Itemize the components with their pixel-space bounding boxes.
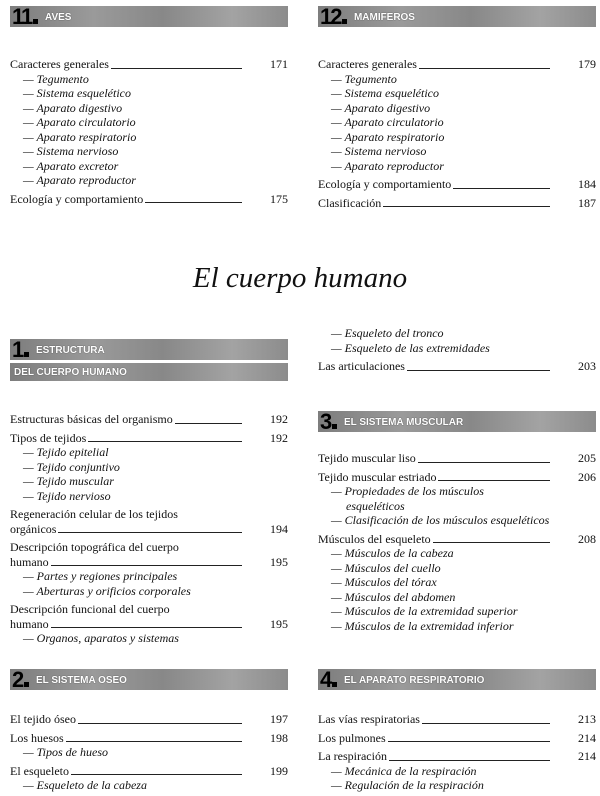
section-title: MAMIFEROS xyxy=(354,10,416,23)
subentry[interactable]: — Aparato digestivo xyxy=(23,100,123,115)
leader-line xyxy=(388,741,550,742)
leader-line xyxy=(383,206,550,207)
entry-title: Los pulmones xyxy=(318,730,386,745)
subentry[interactable]: — Tejido nervioso xyxy=(23,488,111,503)
subentry[interactable]: — Músculos del cuello xyxy=(331,560,441,575)
section-number: 12 xyxy=(318,6,347,27)
toc-entry[interactable] xyxy=(10,522,288,537)
leader-line xyxy=(389,760,550,761)
page-number: 184 xyxy=(578,177,596,191)
page-number: 192 xyxy=(270,430,288,445)
page-number: 195 xyxy=(270,616,288,631)
toc-entry[interactable] xyxy=(10,617,288,632)
subentry[interactable]: — Sistema nervioso xyxy=(331,144,427,158)
toc-entry[interactable] xyxy=(318,196,596,211)
section-header xyxy=(318,669,596,690)
subentry[interactable]: — Partes y regiones principales xyxy=(23,569,178,583)
subentry[interactable]: — Aparato digestivo xyxy=(331,100,431,115)
subentry[interactable]: — Regulación de la respiración xyxy=(331,778,484,792)
leader-line xyxy=(66,741,242,742)
toc-entry[interactable] xyxy=(10,192,288,207)
toc-entry[interactable] xyxy=(318,57,596,72)
subentry-continued: esqueléticos xyxy=(346,498,405,513)
subentry[interactable]: — Músculos de la extremidad inferior xyxy=(331,618,514,633)
page-number: 192 xyxy=(270,412,288,426)
toc-entry[interactable] xyxy=(10,412,288,427)
entry-title: Tipos de tejidos xyxy=(10,430,87,445)
subentry[interactable]: — Tipos de hueso xyxy=(23,745,109,759)
subentry[interactable]: — Tejido conjuntivo xyxy=(23,459,120,474)
subentry[interactable]: — Mecánica de la respiración xyxy=(331,763,477,778)
section-title: ESTRUCTURA xyxy=(36,343,105,356)
toc-entry[interactable] xyxy=(10,57,288,72)
subentry[interactable]: — Aparato respiratorio xyxy=(23,129,137,144)
toc-entry[interactable] xyxy=(318,177,596,192)
entry-title: Tejido muscular liso xyxy=(318,451,416,465)
page-number: 194 xyxy=(270,521,288,536)
page-number: 175 xyxy=(270,191,288,206)
section-title: AVES xyxy=(45,10,72,23)
page-number: 205 xyxy=(578,451,596,465)
subentry[interactable]: — Esqueleto de las extremidades xyxy=(331,340,490,355)
entry-title: El esqueleto xyxy=(10,763,69,778)
subentry[interactable]: — Músculos del tórax xyxy=(331,575,437,589)
entry-title-line[interactable]: Descripción topográfica del cuerpo xyxy=(10,540,179,554)
page-number: 187 xyxy=(578,195,596,210)
section-title: EL SISTEMA MUSCULAR xyxy=(344,415,464,428)
entry-title: Caracteres generales xyxy=(10,57,109,71)
section-mamiferos xyxy=(318,6,596,210)
section-header xyxy=(318,6,596,27)
section-title: DEL CUERPO HUMANO xyxy=(14,366,127,378)
part-title: El cuerpo humano xyxy=(192,262,408,294)
subentry[interactable]: — Organos, aparatos y sistemas xyxy=(23,631,179,645)
section-estructura xyxy=(10,339,288,646)
entry-title: Los huesos xyxy=(10,730,64,745)
toc-entry[interactable] xyxy=(318,451,596,466)
section-aves xyxy=(10,6,288,206)
entry-title-line[interactable]: Regeneración celular de los tejidos xyxy=(10,507,178,521)
toc-entry[interactable] xyxy=(10,555,288,570)
leader-line xyxy=(88,441,242,442)
subentry[interactable]: — Tegumento xyxy=(23,71,89,86)
page-number: 206 xyxy=(578,469,596,484)
section-header xyxy=(10,6,288,27)
page-number: 198 xyxy=(270,730,288,745)
toc-entry[interactable] xyxy=(10,712,288,727)
toc-entry[interactable] xyxy=(318,359,596,374)
page-number: 214 xyxy=(578,749,596,763)
page-number: 197 xyxy=(270,712,288,726)
subentry[interactable]: — Tejido muscular xyxy=(23,474,114,488)
entry-title: El tejido óseo xyxy=(10,712,76,726)
page-number: 213 xyxy=(578,712,596,726)
page-number: 208 xyxy=(578,531,596,546)
entry-title: Caracteres generales xyxy=(318,57,417,71)
entry-title: Las articulaciones xyxy=(318,359,405,373)
subentry[interactable]: — Aparato excretor xyxy=(23,158,119,173)
subentry[interactable]: — Aparato reproductor xyxy=(331,158,444,173)
subentry[interactable]: — Aparato respiratorio xyxy=(331,129,445,144)
subentry[interactable]: — Músculos de la cabeza xyxy=(331,546,454,560)
section-header xyxy=(10,339,288,360)
section-aparato-respiratorio xyxy=(318,669,596,793)
toc-entry[interactable] xyxy=(318,712,596,727)
toc-entry[interactable] xyxy=(318,532,596,547)
toc-entry[interactable] xyxy=(10,731,288,746)
toc-entry[interactable] xyxy=(10,764,288,779)
section-number: 11 xyxy=(10,6,38,27)
toc-entry[interactable] xyxy=(318,749,596,764)
entry-title: Las vías respiratorias xyxy=(318,712,420,726)
section-number: 1 xyxy=(10,339,29,360)
section-header xyxy=(10,363,288,381)
page-number: 195 xyxy=(270,554,288,569)
subentry[interactable]: — Tegumento xyxy=(331,71,397,86)
entry-title: humano xyxy=(10,554,49,569)
section-header xyxy=(10,669,288,690)
leader-line xyxy=(422,723,550,724)
subentry[interactable]: — Esqueleto del tronco xyxy=(331,326,444,340)
entry-title: La respiración xyxy=(318,749,387,763)
leader-line xyxy=(111,68,242,69)
subentry[interactable]: — Músculos de la extremidad superior xyxy=(331,604,518,618)
toc-entry[interactable] xyxy=(318,470,596,485)
subentry[interactable]: — Sistema esquelético xyxy=(23,86,131,100)
leader-line xyxy=(418,462,550,463)
entry-title: Músculos del esqueleto xyxy=(318,531,431,546)
leader-line xyxy=(438,480,550,481)
entry-title-line[interactable]: Descripción funcional del cuerpo xyxy=(10,602,170,616)
subentry[interactable]: — Aparato circulatorio xyxy=(23,115,136,129)
page-number: 199 xyxy=(270,763,288,778)
entry-title: Estructuras básicas del organismo xyxy=(10,412,173,426)
leader-line xyxy=(453,188,550,189)
subentry[interactable]: — Aparato reproductor xyxy=(23,173,136,187)
leader-line xyxy=(58,532,242,533)
toc-entry[interactable] xyxy=(318,731,596,746)
subentry[interactable]: — Aberturas y orificios corporales xyxy=(23,583,191,598)
leader-line xyxy=(145,202,242,203)
section-title: EL APARATO RESPIRATORIO xyxy=(344,673,485,686)
leader-line xyxy=(407,370,550,371)
page-number: 171 xyxy=(270,57,288,71)
subentry[interactable]: — Propiedades de los músculos xyxy=(331,484,484,498)
entry-title: orgánicos xyxy=(10,521,57,536)
section-number: 4 xyxy=(318,669,337,690)
leader-line xyxy=(175,423,242,424)
page-number: 214 xyxy=(578,730,596,745)
section-sistema-muscular xyxy=(318,411,596,633)
leader-line xyxy=(51,627,242,628)
subentry[interactable]: — Clasificación de los músculos esqueléticos xyxy=(331,513,550,527)
subentry[interactable]: — Músculos del abdomen xyxy=(331,589,456,604)
entry-title: Ecología y comportamiento xyxy=(318,177,452,191)
subentry[interactable]: — Tejido epitelial xyxy=(23,445,109,459)
entry-title: Ecología y comportamiento xyxy=(10,191,144,206)
leader-line xyxy=(419,68,550,69)
subentry[interactable]: — Aparato circulatorio xyxy=(331,115,444,129)
section-number: 3 xyxy=(318,411,337,432)
leader-line xyxy=(78,723,242,724)
section-sistema-oseo xyxy=(10,669,288,793)
subentry[interactable]: — Esqueleto de la cabeza xyxy=(23,778,147,792)
toc-entry[interactable] xyxy=(10,431,288,446)
subentry[interactable]: — Sistema nervioso xyxy=(23,144,119,158)
entry-title: humano xyxy=(10,616,49,631)
section-title: EL SISTEMA OSEO xyxy=(36,673,128,686)
entry-title: Tejido muscular estriado xyxy=(318,469,437,484)
leader-line xyxy=(433,542,550,543)
leader-line xyxy=(51,565,242,566)
page-number: 203 xyxy=(578,359,596,373)
page-number: 179 xyxy=(578,57,596,71)
subentry[interactable]: — Sistema esquelético xyxy=(331,86,439,100)
entry-title: Clasificación xyxy=(318,195,382,210)
section-sistema-oseo-continued xyxy=(318,326,596,374)
leader-line xyxy=(71,774,242,775)
section-number: 2 xyxy=(10,669,29,690)
section-header xyxy=(318,411,596,432)
